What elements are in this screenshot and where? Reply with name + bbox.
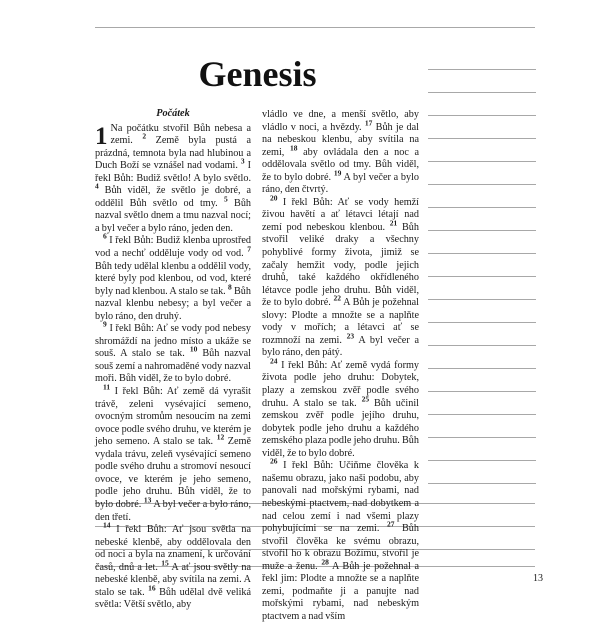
verse-text: Země byla pustá a prázdná, temnota byla nad hlubinou a Duch Boží se vznášel nad vodami. [95,135,252,172]
verse-number: 22 [333,293,341,303]
verse-number: 16 [148,583,156,593]
verse-text: Bůh stvořil veliké draky a všechny pohyblivé formy života, jimiž se začaly hemžit vody, podle jejich druhů, také každého okřídleného létavce podle jeho druhu. Bůh viděl, že to bylo dobré. [262,221,419,309]
verse-text: Bůh stvořil člověka ke svému obrazu, stvořil ho k obrazu Božímu, stvořil je muže a ženu. [262,523,419,572]
note-line [428,368,536,369]
verse-number: 28 [321,557,329,567]
note-line [428,437,536,438]
verse-number: 21 [389,218,398,228]
verse-number: 18 [290,143,298,153]
verse-text: I řekl Bůh: Ať se vody pod nebesy shromáždí na jedno místo a ukáže se souš. A stalo se tak. [95,323,251,360]
verse-number: 24 [270,356,278,366]
verse-number: 19 [333,168,342,178]
paragraph [262,356,420,460]
text-column-right [262,109,419,623]
note-line [428,391,536,392]
verse-text: aby ovládala den a noc a oddělovala světlo od tmy. Bůh viděl, že to bylo dobré. [262,146,419,183]
note-line [428,460,536,461]
note-line [428,322,536,323]
verse-number: 3 [240,156,245,166]
paragraph [95,382,251,524]
verse-text: Bůh je dal na nebeskou klenbu, aby svítila na zemi, [262,121,419,158]
verse-number: 14 [103,520,111,530]
verse-number: 2 [142,131,147,141]
page-number: 13 [533,573,543,584]
verse-number: 5 [223,194,228,204]
verse-number: 27 [386,519,395,529]
verse-text: I řekl Bůh: Ať země dá vyrašit trávě, zeleni vysévající semeno, ovocným stromům nesoucím na zemi ovoce podle svého druhu, ve kterém je jeho semeno. A stalo se tak. [95,386,251,448]
paragraph [262,193,420,360]
verse-text: I řekl Bůh: Budiž klenba uprostřed vod a nechť odděluje vody od vod. [95,235,251,260]
paragraph [262,456,420,623]
note-line [428,299,536,300]
verse-number: 8 [228,282,232,292]
verse-text: I řekl Bůh: Ať země vydá formy života podle jeho druhu: Dobytek, plazy a zemskou zvěř podle svého druhu. A stalo se tak. [262,359,419,409]
paragraph [262,109,419,197]
paragraph [95,123,251,236]
verse-text: I řekl Bůh: Ať jsou světla na nebeské klenbě, aby oddělovala den od noci a byla na znamení, k určování časů, dnů a let. [95,524,251,573]
verse-number: 11 [103,382,111,392]
verse-text: A Bůh je požehnal slovy: Plodte a množte se a naplňte vody v mořích; a létavci ať se rozmnoží na zemi. [262,297,420,346]
verse-number: 20 [270,193,278,203]
verse-text: Bůh nazval souš zemí a nahromaděné vody nazval moři. Bůh viděl, že to bylo dobré. [95,348,251,385]
verse-text: Bůh učinil zemskou zvěř podle jejího druhu, dobytek podle jeho druhu a každého zemského plaza podle jeho druhu. Bůh viděl, že to bylo dobré. [262,397,420,459]
note-line [428,414,536,415]
verse-text: I řekl Bůh: Ať se vody hemží živou havětí a ať létavci létají nad zemí pod nebeskou klenbou. [262,196,419,233]
paragraph [95,232,252,323]
paragraph [95,520,252,612]
verse-number: 25 [361,394,370,404]
verse-text: vládlo ve dne, a menší světlo, aby vládlo v noci, a hvězdy. [262,109,419,133]
page-title: Genesis [198,54,317,95]
verse-text: Bůh udělal dvě veliká světla: Větší světlo, aby [95,586,252,611]
note-line [428,92,536,93]
verse-number: 13 [143,495,152,505]
verse-number: 7 [247,244,252,254]
verse-number: 12 [216,432,225,442]
note-line [428,253,536,254]
verse-number: 6 [103,232,107,242]
verse-text: Na počátku stvořil Bůh nebesa a zemi. [110,122,251,147]
verse-text: Bůh nazval světlo dnem a tmu nazval nocí; a byl večer a bylo ráno, jeden den. [95,197,252,234]
verse-number: 15 [161,558,169,568]
verse-text: I řekl Bůh: Učiňme člověka k našemu obrazu, jako naši podobu, aby panovali nad mořskými rybami, nad nebeskými ptactvem, nad dobytkem a nad celou zemí i nad všemi plazy pohybujícími se na zemi. [262,460,419,535]
verse-number: 17 [364,118,373,128]
note-line [428,207,536,208]
verse-text: I řekl Bůh: Budiž světlo! A bylo světlo. [95,160,252,184]
verse-text: Bůh nazval klenbu nebesy; a byl večer a bylo ráno, den druhý. [95,285,251,322]
note-line [428,345,536,346]
note-line [428,138,536,139]
verse-number: 10 [189,345,198,354]
top-rule [95,27,535,28]
note-line [428,184,536,185]
verse-text: A byl večer a bylo ráno, den čtvrtý. [262,171,419,196]
verse-text: Bůh tedy udělal klenbu a oddělil vody, které byly pod klenbou, od vod, které byly nad klenbou. A stalo se tak. [95,260,251,297]
verse-number: 23 [346,331,355,341]
verse-text: Bůh viděl, že světlo je dobré, a oddělil Bůh světlo od tmy. [95,185,252,209]
note-line [428,230,536,231]
note-line [428,69,536,70]
text-column-left [95,108,251,612]
note-line [428,115,536,116]
verse-text: A ať jsou světly na nebeské klenbě, aby svítila na zemi. A stalo se tak. [95,561,252,598]
verse-text: Země vydala trávu, zeleň vysévající semeno podle svého druhu a stromoví nesoucí ovoce, ve kterém je jeho semeno, podle jeho druhu. Bůh viděl, že to bylo dobré. [95,436,251,510]
section-heading: Počátek [156,108,190,119]
note-line [428,161,536,162]
verse-text: A byl večer a bylo ráno, den pátý. [262,334,419,359]
chapter-number: 1 [95,122,108,150]
note-line [428,483,536,484]
verse-text: A Bůh je požehnal a řekl jim: Plodte a množte se a naplňte zemi, podmaňte ji a panujte nad mořskými rybami, nad nebeským ptactvem a nad vším [262,560,420,622]
paragraph [95,319,251,386]
verse-text: A byl večer a bylo ráno, den třetí. [95,498,251,523]
verse-number: 26 [270,456,278,466]
verse-number: 9 [103,319,107,329]
note-line [428,276,536,277]
verse-number: 4 [95,181,99,191]
